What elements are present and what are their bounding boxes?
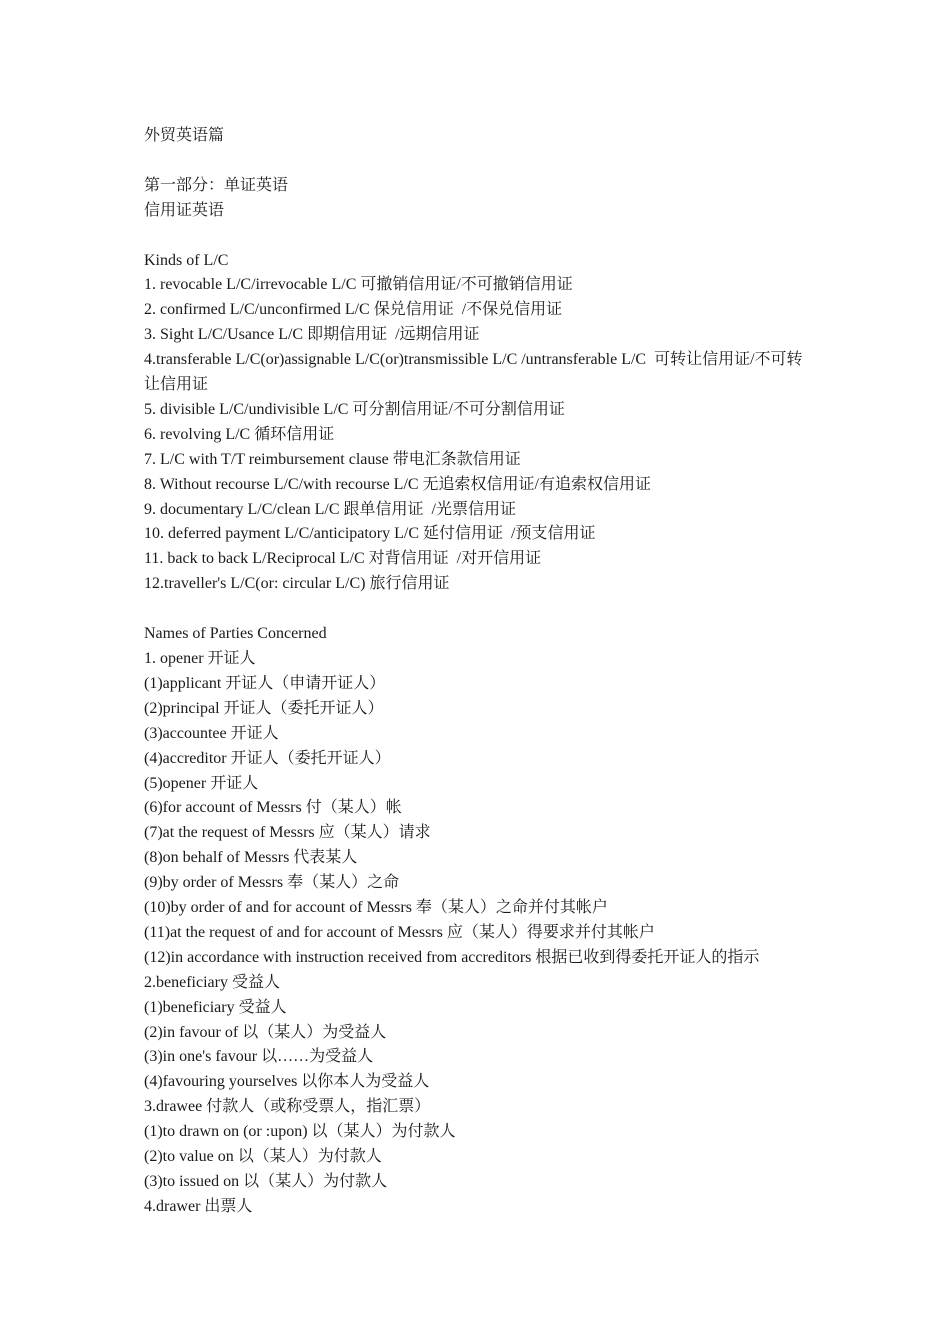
parties-item: (10)by order of and for account of Messrs 奉（某人）之命并付其帐户 <box>144 899 608 917</box>
parties-item: 1. opener 开证人 <box>144 649 256 667</box>
parties-item: (1)to drawn on (or :upon) 以（某人）为付款人 <box>144 1123 456 1141</box>
parties-item: (5)opener 开证人 <box>144 774 259 792</box>
parties-item: (1)beneficiary 受益人 <box>144 998 287 1016</box>
parties-item: (7)at the request of Messrs 应（某人）请求 <box>144 824 431 842</box>
parties-item: (1)applicant 开证人（申请开证人） <box>144 674 386 692</box>
kinds-item: 10. deferred payment L/C/anticipatory L/C 延付信用证 /预支信用证 <box>144 525 596 543</box>
doc-title: 外贸英语篇 <box>144 127 225 144</box>
kinds-item: 6. revolving L/C 循环信用证 <box>144 425 335 443</box>
parties-item: (2)principal 开证人（委托开证人） <box>144 699 384 717</box>
parties-item: (8)on behalf of Messrs 代表某人 <box>144 849 358 867</box>
section-title: 信用证英语 <box>144 201 225 219</box>
parties-item: (3)accountee 开证人 <box>144 724 279 742</box>
parties-item: 3.drawee 付款人（或称受票人，指汇票） <box>144 1098 431 1116</box>
parties-item: (9)by order of Messrs 奉（某人）之命 <box>144 874 400 892</box>
kinds-heading: Kinds of L/C <box>144 251 229 269</box>
parties-item: (6)for account of Messrs 付（某人）帐 <box>144 799 402 817</box>
blank-line <box>144 597 814 622</box>
kinds-item: 5. divisible L/C/undivisible L/C 可分割信用证/不可分割信用证 <box>144 400 565 418</box>
parties-item: (2)to value on 以（某人）为付款人 <box>144 1148 382 1166</box>
parties-item: (4)accreditor 开证人（委托开证人） <box>144 749 391 767</box>
kinds-item: 7. L/C with T/T reimbursement clause 带电汇条款信用证 <box>144 450 521 468</box>
parties-item: (12)in accordance with instruction received from accreditors 根据已收到得委托开证人的指示 <box>144 948 760 966</box>
kinds-item: 3. Sight L/C/Usance L/C 即期信用证 /远期信用证 <box>144 326 480 344</box>
parties-item: 2.beneficiary 受益人 <box>144 973 280 991</box>
parties-heading: Names of Parties Concerned <box>144 625 327 643</box>
part-title: 第一部分：单证英语 <box>144 176 289 194</box>
kinds-item: 9. documentary L/C/clean L/C 跟单信用证 /光票信用证 <box>144 500 516 518</box>
kinds-item: 2. confirmed L/C/unconfirmed L/C 保兑信用证 /不保兑信用证 <box>144 301 563 319</box>
parties-item: 4.drawer 出票人 <box>144 1197 253 1215</box>
kinds-item: 12.traveller's L/C(or: circular L/C) 旅行信用证 <box>144 575 450 593</box>
document-body <box>144 124 814 1220</box>
kinds-item: 1. revocable L/C/irrevocable L/C 可撤销信用证/不可撤销信用证 <box>144 276 573 294</box>
parties-item: (3)in one's favour 以……为受益人 <box>144 1048 374 1066</box>
parties-item: (11)at the request of and for account of Messrs 应（某人）得要求并付其帐户 <box>144 923 655 941</box>
kinds-item: 8. Without recourse L/C/with recourse L/C 无追索权信用证/有追索权信用证 <box>144 475 652 493</box>
kinds-item: 11. back to back L/Reciprocal L/C 对背信用证 /对开信用证 <box>144 550 542 568</box>
kinds-item: 4.transferable L/C(or)assignable L/C(or)transmissible L/C /untransferable L/C 可转让信用证/不可转让信用证 <box>144 351 803 394</box>
parties-item: (3)to issued on 以（某人）为付款人 <box>144 1173 388 1191</box>
blank-line <box>144 149 814 174</box>
blank-line <box>144 224 814 249</box>
parties-item: (2)in favour of 以（某人）为受益人 <box>144 1023 387 1041</box>
parties-item: (4)favouring yourselves 以你本人为受益人 <box>144 1073 430 1091</box>
